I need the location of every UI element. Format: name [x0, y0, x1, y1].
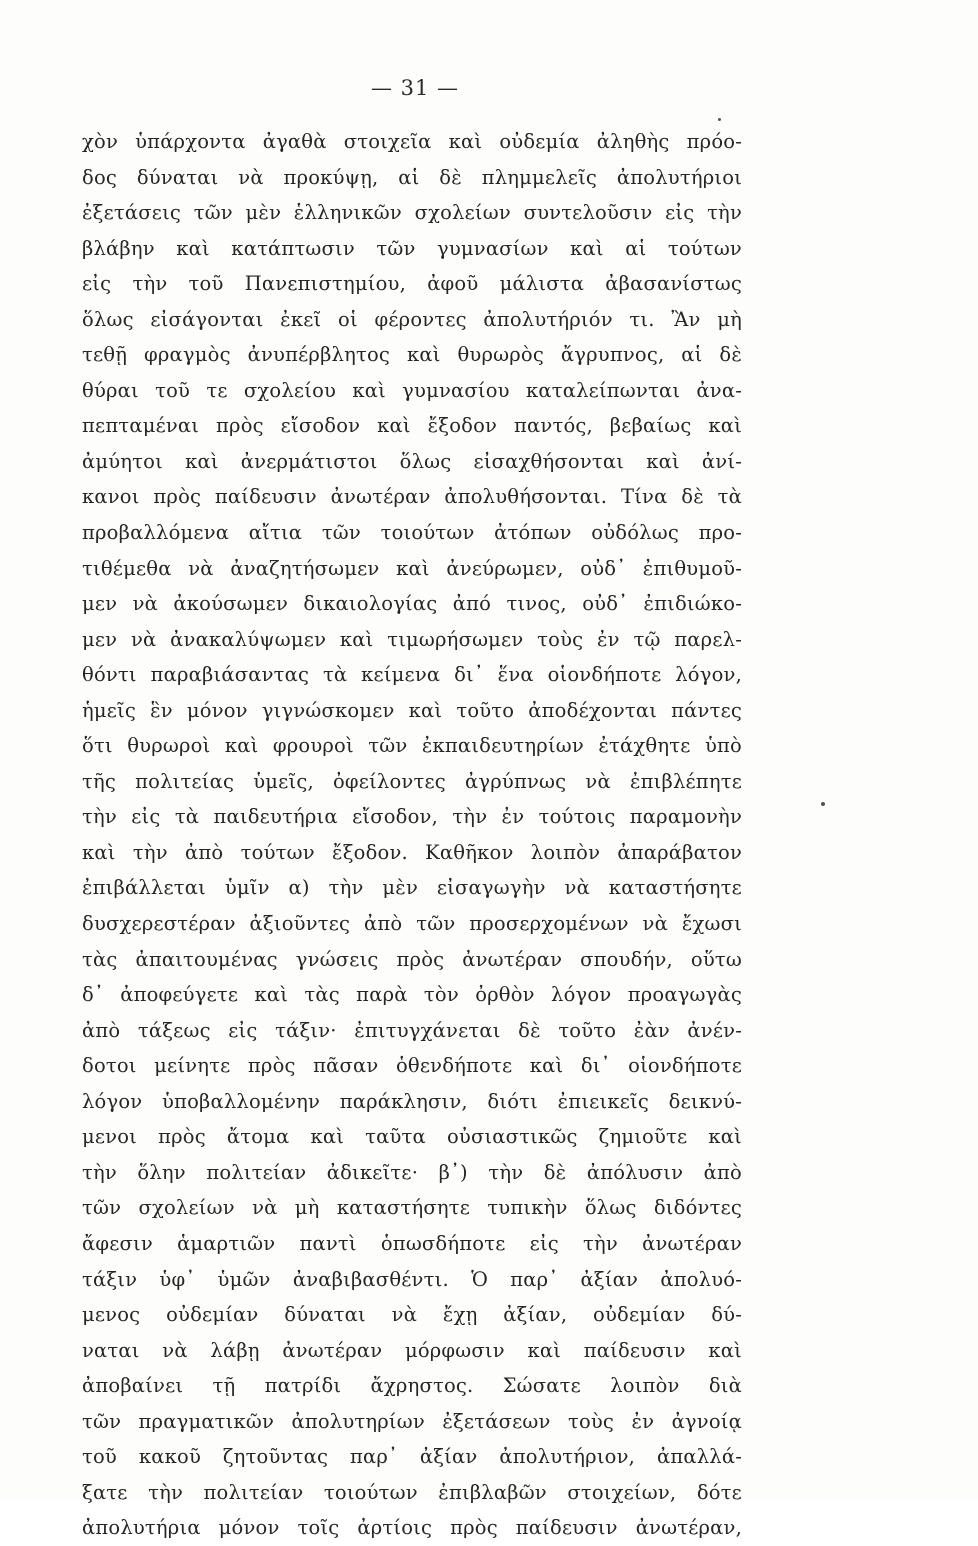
- text-line: ὅτι θυρωροὶ καὶ φρουροὶ τῶν ἐκπαιδευτηρίων ἐτάχθητε ὑπὸ: [82, 734, 742, 758]
- text-line: δ᾽ ἀποφεύγετε καὶ τὰς παρὰ τὸν ὀρθὸν λόγον προαγωγὰς: [82, 983, 742, 1007]
- text-line: τιθέμεθα νὰ ἀναζητήσωμεν καὶ ἀνεύρωμεν, οὐδ᾽ ἐπιθυμοῦ-: [82, 556, 742, 580]
- text-line: τοῦ κακοῦ ζητοῦντας παρ᾽ ἀξίαν ἀπολυτήριον, ἀπαλλά-: [82, 1445, 742, 1469]
- text-line: βλάβην καὶ κατάπτωσιν τῶν γυμνασίων καὶ αἱ τούτων: [82, 236, 742, 260]
- ink-speck: [718, 118, 721, 121]
- text-line: τὴν εἰς τὰ παιδευτήρια εἴσοδον, τὴν ἐν τούτοις παραμονὴν: [82, 805, 742, 829]
- text-line: τὴν ὅλην πολιτείαν ἀδικεῖτε· β᾽) τὴν δὲ ἀπόλυσιν ἀπὸ: [82, 1160, 742, 1184]
- text-line: τῆς πολιτείας ὑμεῖς, ὀφείλοντες ἀγρύπνως νὰ ἐπιβλέπητε: [82, 769, 742, 793]
- text-line: τεθῇ φραγμὸς ἀνυπέρβλητος καὶ θυρωρὸς ἄγρυπνος, αἱ δὲ: [82, 343, 742, 367]
- text-line: ξατε τὴν πολιτείαν τοιούτων ἐπιβλαβῶν στοιχείων, δότε: [82, 1480, 742, 1504]
- text-line: ἡμεῖς ἓν μόνον γιγνώσκομεν καὶ τοῦτο ἀποδέχονται πάντες: [82, 698, 742, 722]
- body-text: [82, 124, 742, 1546]
- text-line: τῶν σχολείων νὰ μὴ καταστήσητε τυπικὴν ὅλως διδόντες: [82, 1196, 742, 1220]
- text-line: εἰς τὴν τοῦ Πανεπιστημίου, ἀφοῦ μάλιστα ἀβασανίστως: [82, 272, 742, 296]
- text-line: ἄφεσιν ἁμαρτιῶν παντὶ ὁπωσδήποτε εἰς τὴν ἀνωτέραν: [82, 1231, 742, 1255]
- text-line: ἀπολυτήρια μόνον τοῖς ἀρτίοις πρὸς παίδευσιν ἀνωτέραν,: [82, 1516, 742, 1540]
- text-line: δυσχερεστέραν ἀξιοῦντες ἀπὸ τῶν προσερχομένων νὰ ἔχωσι: [82, 912, 742, 936]
- text-line: δος δύναται νὰ προκύψῃ, αἱ δὲ πλημμελεῖς ἀπολυτήριοι: [82, 165, 742, 189]
- text-line: τάξιν ὑφ᾽ ὑμῶν ἀναβιβασθέντι. Ὁ παρ᾽ ἀξίαν ἀπολυό-: [82, 1267, 742, 1291]
- ink-speck: [821, 802, 825, 806]
- text-line: θόντι παραβιάσαντας τὰ κείμενα δι᾽ ἕνα οἱονδήποτε λόγον,: [82, 663, 742, 687]
- text-line: δοτοι μείνητε πρὸς πᾶσαν ὁθενδήποτε καὶ δι᾽ οἱονδήποτε: [82, 1054, 742, 1078]
- text-line: λόγον ὑποβαλλομένην παράκλησιν, διότι ἐπιεικεῖς δεικνύ-: [82, 1089, 742, 1113]
- text-line: μεν νὰ ἀκούσωμεν δικαιολογίας ἀπό τινος, οὐδ᾽ ἐπιδιώκο-: [82, 592, 742, 616]
- text-line: ἀποβαίνει τῇ πατρίδι ἄχρηστος. Σώσατε λοιπὸν διὰ: [82, 1374, 742, 1398]
- text-line: ἐξετάσεις τῶν μὲν ἑλληνικῶν σχολείων συντελοῦσιν εἰς τὴν: [82, 201, 742, 225]
- page-number: — 31 —: [370, 76, 460, 100]
- text-line: ἐπιβάλλεται ὑμῖν α) τὴν μὲν εἰσαγωγὴν νὰ καταστήσητε: [82, 876, 742, 900]
- text-line: χὸν ὑπάρχοντα ἀγαθὰ στοιχεῖα καὶ οὐδεμία ἀληθὴς πρόο-: [82, 130, 742, 153]
- text-line: ναται νὰ λάβῃ ἀνωτέραν μόρφωσιν καὶ παίδευσιν καὶ: [82, 1338, 742, 1362]
- text-line: τὰς ἀπαιτουμένας γνώσεις πρὸς ἀνωτέραν σπουδήν, οὕτω: [82, 947, 742, 971]
- text-line: κανοι πρὸς παίδευσιν ἀνωτέραν ἀπολυθήσονται. Τίνα δὲ τὰ: [82, 485, 742, 509]
- text-line: ἀμύητοι καὶ ἀνερμάτιστοι ὅλως εἰσαχθήσονται καὶ ἀνί-: [82, 449, 742, 473]
- text-line: προβαλλόμενα αἴτια τῶν τοιούτων ἀτόπων οὐδόλως προ-: [82, 521, 742, 545]
- text-line: μενος οὐδεμίαν δύναται νὰ ἔχῃ ἀξίαν, οὐδεμίαν δύ-: [82, 1303, 742, 1327]
- text-line: ὅλως εἰσάγονται ἐκεῖ οἱ φέροντες ἀπολυτήριόν τι. Ἂν μὴ: [82, 307, 742, 331]
- text-line: πεπταμέναι πρὸς εἴσοδον καὶ ἔξοδον παντός, βεβαίως καὶ: [82, 414, 742, 438]
- text-line: τῶν πραγματικῶν ἀπολυτηρίων ἐξετάσεων τοὺς ἐν ἀγνοίᾳ: [82, 1409, 742, 1433]
- text-line: ἀπὸ τάξεως εἰς τάξιν· ἐπιτυγχάνεται δὲ τοῦτο ἐὰν ἀνέν-: [82, 1018, 742, 1042]
- text-line: μενοι πρὸς ἄτομα καὶ ταῦτα οὐσιαστικῶς ζημιοῦτε καὶ: [82, 1125, 742, 1149]
- text-line: καὶ τὴν ἀπὸ τούτων ἔξοδον. Καθῆκον λοιπὸν ἀπαράβατον: [82, 840, 742, 864]
- text-line: θύραι τοῦ τε σχολείου καὶ γυμνασίου καταλείπωνται ἀνα-: [82, 378, 742, 402]
- text-line: μεν νὰ ἀνακαλύψωμεν καὶ τιμωρήσωμεν τοὺς ἐν τῷ παρελ-: [82, 627, 742, 651]
